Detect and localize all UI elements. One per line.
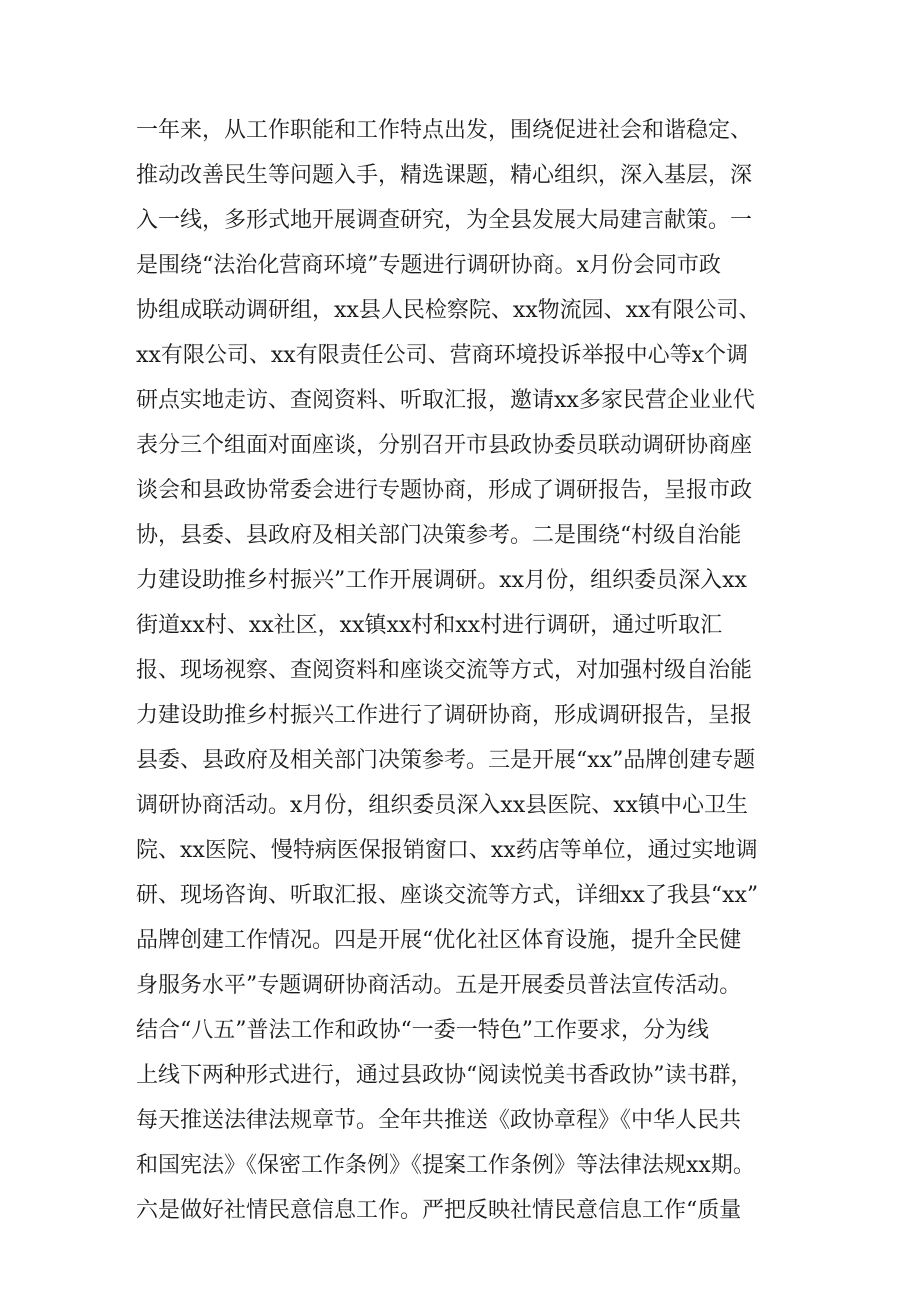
text-line-3: 入一线，多形式地开展调查研究，为全县发展大局建言献策。一 [136,208,753,233]
text-line-23: 每天推送法律法规章节。全年共推送《政协章程》《中华人民共 [136,1108,742,1133]
text-line-4: 是围绕“法治化营商环境”专题进行调研协商。x月份会同市政 [136,253,721,278]
text-line-22: 上线下两种形式进行，通过县政协“阅读悦美书香政协”读书群， [136,1063,753,1088]
text-line-14: 力建设助推乡村振兴工作进行了调研协商，形成调研报告，呈报 [136,703,753,728]
text-line-21: 结合“八五”普法工作和政协“一委一特色”工作要求，分为线 [136,1018,709,1043]
text-line-18: 研、现场咨询、听取汇报、座谈交流等方式，详细xx了我县“xx” [136,883,759,908]
text-line-1: 一年来，从工作职能和工作特点出发，围绕促进社会和谐稳定、 [136,118,753,143]
text-line-20: 身服务水平”专题调研协商活动。五是开展委员普法宣传活动。 [136,973,742,998]
text-line-8: 表分三个组面对面座谈，分别召开市县政协委员联动调研协商座 [136,433,753,458]
text-line-17: 院、xx医院、慢特病医保报销窗口、xx药店等单位，通过实地调 [136,838,758,863]
text-line-15: 县委、县政府及相关部门决策参考。三是开展“xx”品牌创建专题 [136,748,756,773]
text-line-10: 协，县委、县政府及相关部门决策参考。二是围绕“村级自治能 [136,523,742,548]
text-line-9: 谈会和县政协常委会进行专题协商，形成了调研报告，呈报市政 [136,478,753,503]
text-line-11: 力建设助推乡村振兴”工作开展调研。xx月份，组织委员深入xx [136,568,747,593]
text-line-16: 调研协商活动。x月份，组织委员深入xx县医院、xx镇中心卫生 [136,793,749,818]
body-paragraph [136,108,808,1233]
text-line-13: 报、现场视察、查阅资料和座谈交流等方式，对加强村级自治能 [136,658,753,683]
text-line-24: 和国宪法》《保密工作条例》《提案工作条例》等法律法规xx期。 [136,1153,755,1178]
text-line-19: 品牌创建工作情况。四是开展“优化社区体育设施，提升全民健 [136,928,742,953]
text-line-2: 推动改善民生等问题入手，精选课题，精心组织，深入基层，深 [136,163,753,188]
text-line-6: xx有限公司、xx有限责任公司、营商环境投诉举报中心等x个调 [136,343,749,368]
text-line-5: 协组成联动调研组，xx县人民检察院、xx物流园、xx有限公司、 [136,298,761,323]
text-line-12: 街道xx村、xx社区，xx镇xx村和xx村进行调研，通过听取汇 [136,613,723,638]
text-line-7: 研点实地走访、查阅资料、听取汇报，邀请xx多家民营企业业代 [136,388,755,413]
text-line-25: 六是做好社情民意信息工作。严把反映社情民意信息工作“质量 [136,1198,742,1223]
